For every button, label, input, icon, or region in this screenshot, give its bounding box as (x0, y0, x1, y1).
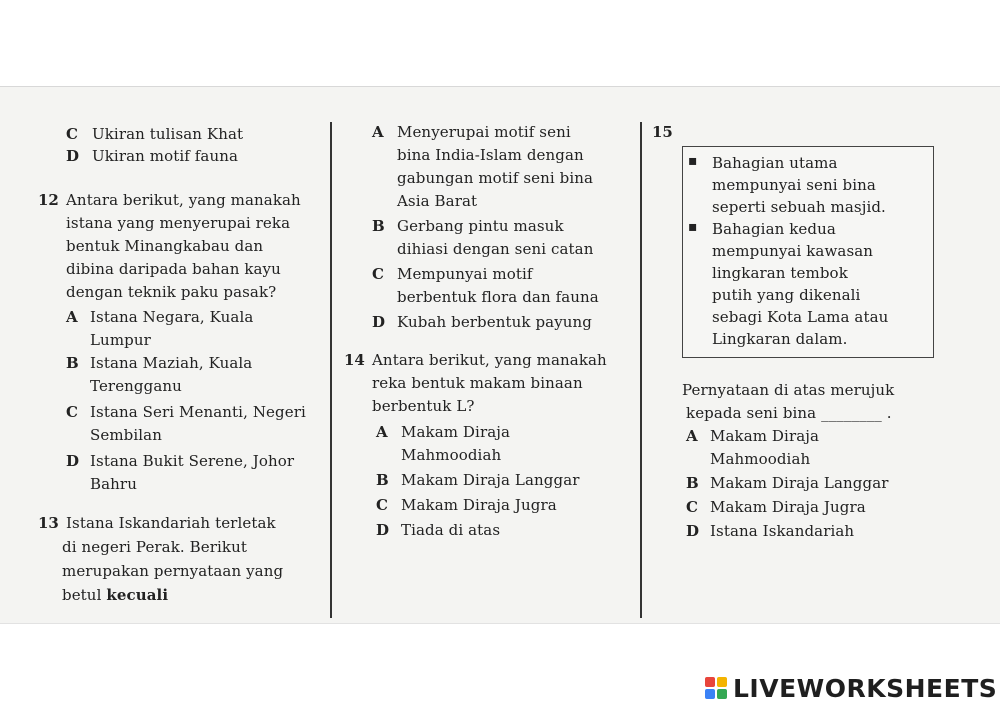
option-label: C (372, 265, 384, 283)
box-line: lingkaran tembok (712, 264, 848, 282)
question-line: di negeri Perak. Berikut (62, 538, 247, 556)
liveworksheets-logo-icon (705, 677, 727, 699)
column-divider-1 (330, 122, 332, 618)
box-line: Bahagian kedua (712, 220, 836, 238)
option-text: Asia Barat (397, 192, 478, 210)
option-label: A (376, 423, 388, 441)
question-line: bentuk Minangkabau dan (66, 237, 264, 255)
option-text: Istana Maziah, Kuala (90, 354, 253, 372)
option-text: Makam Diraja Jugra (710, 498, 866, 516)
option-label: D (66, 147, 80, 165)
option-text: Menyerupai motif seni (397, 123, 571, 141)
question-line: Antara berikut, yang manakah (372, 351, 607, 369)
option-label: A (372, 123, 384, 141)
question-number: 13 (38, 514, 59, 532)
question-line: Antara berikut, yang manakah (66, 191, 301, 209)
option-label: A (686, 427, 698, 445)
option-text: Terengganu (90, 377, 182, 395)
option-text: Istana Bukit Serene, Johor (90, 452, 295, 470)
emphasis-kecuali: kecuali (106, 586, 169, 604)
option-label: D (376, 521, 390, 539)
option-text: Makam Diraja Langgar (710, 474, 889, 492)
question-line: berbentuk L? (372, 397, 475, 415)
option-text: Lumpur (90, 331, 151, 349)
question-line: Istana Iskandariah terletak (66, 514, 276, 532)
option-text: Sembilan (90, 426, 162, 444)
question-line: reka bentuk makam binaan (372, 374, 583, 392)
option-label: B (686, 474, 699, 492)
option-text: bina India-Islam dengan (397, 146, 584, 164)
question-line: Pernyataan di atas merujuk (682, 381, 895, 399)
option-label: B (372, 217, 385, 235)
option-text: Istana Iskandariah (710, 522, 855, 540)
question-number: 14 (344, 351, 365, 369)
column-divider-2 (640, 122, 642, 618)
question-line-prefix: betul (62, 586, 102, 604)
box-line: putih yang dikenali (712, 286, 861, 304)
option-label: C (686, 498, 698, 516)
option-text: Gerbang pintu masuk (397, 217, 564, 235)
question-number: 15 (652, 123, 673, 141)
option-label: C (376, 496, 388, 514)
option-text: Mahmoodiah (401, 446, 502, 464)
option-text: Makam Diraja (401, 423, 511, 441)
box-line: mempunyai seni bina (712, 176, 876, 194)
box-line: mempunyai kawasan (712, 242, 874, 260)
option-label: B (376, 471, 389, 489)
bullet-icon: ▪ (688, 219, 698, 235)
question-line (62, 585, 168, 605)
option-label: B (66, 354, 79, 372)
box-line: sebagi Kota Lama atau (712, 308, 889, 326)
option-text: Kubah berbentuk payung (397, 313, 592, 331)
option-text: Istana Seri Menanti, Negeri (90, 403, 306, 421)
question-line: merupakan pernyataan yang (62, 562, 284, 580)
option-text: dihiasi dengan seni catan (397, 240, 594, 258)
option-label: D (66, 452, 80, 470)
option-label: A (66, 308, 78, 326)
option-text: Istana Negara, Kuala (90, 308, 254, 326)
question-line: istana yang menyerupai reka (66, 214, 291, 232)
brand-name: LIVEWORKSHEETS (733, 673, 998, 703)
option-text: Mempunyai motif (397, 265, 533, 283)
question-line: kepada seni bina ________ . (686, 404, 892, 422)
question-line: dibina daripada bahan kayu (66, 260, 281, 278)
box-line: Bahagian utama (712, 154, 838, 172)
option-label: C (66, 403, 78, 421)
liveworksheets-logo (705, 673, 997, 703)
option-text: Bahru (90, 475, 137, 493)
bullet-icon: ▪ (688, 153, 698, 169)
option-text: gabungan motif seni bina (397, 169, 594, 187)
option-text: Ukiran motif fauna (92, 147, 239, 165)
option-text: Tiada di atas (401, 521, 501, 539)
box-line: Lingkaran dalam. (712, 330, 848, 348)
option-label: D (686, 522, 700, 540)
option-label: C (66, 125, 78, 143)
option-text: Mahmoodiah (710, 450, 811, 468)
option-label: D (372, 313, 386, 331)
option-text: Makam Diraja (710, 427, 820, 445)
box-line: seperti sebuah masjid. (712, 198, 886, 216)
option-text: Makam Diraja Langgar (401, 471, 580, 489)
option-text: Makam Diraja Jugra (401, 496, 557, 514)
option-text: Ukiran tulisan Khat (92, 125, 244, 143)
question-line: dengan teknik paku pasak? (66, 283, 277, 301)
question-number: 12 (38, 191, 59, 209)
option-text: berbentuk flora dan fauna (397, 288, 599, 306)
